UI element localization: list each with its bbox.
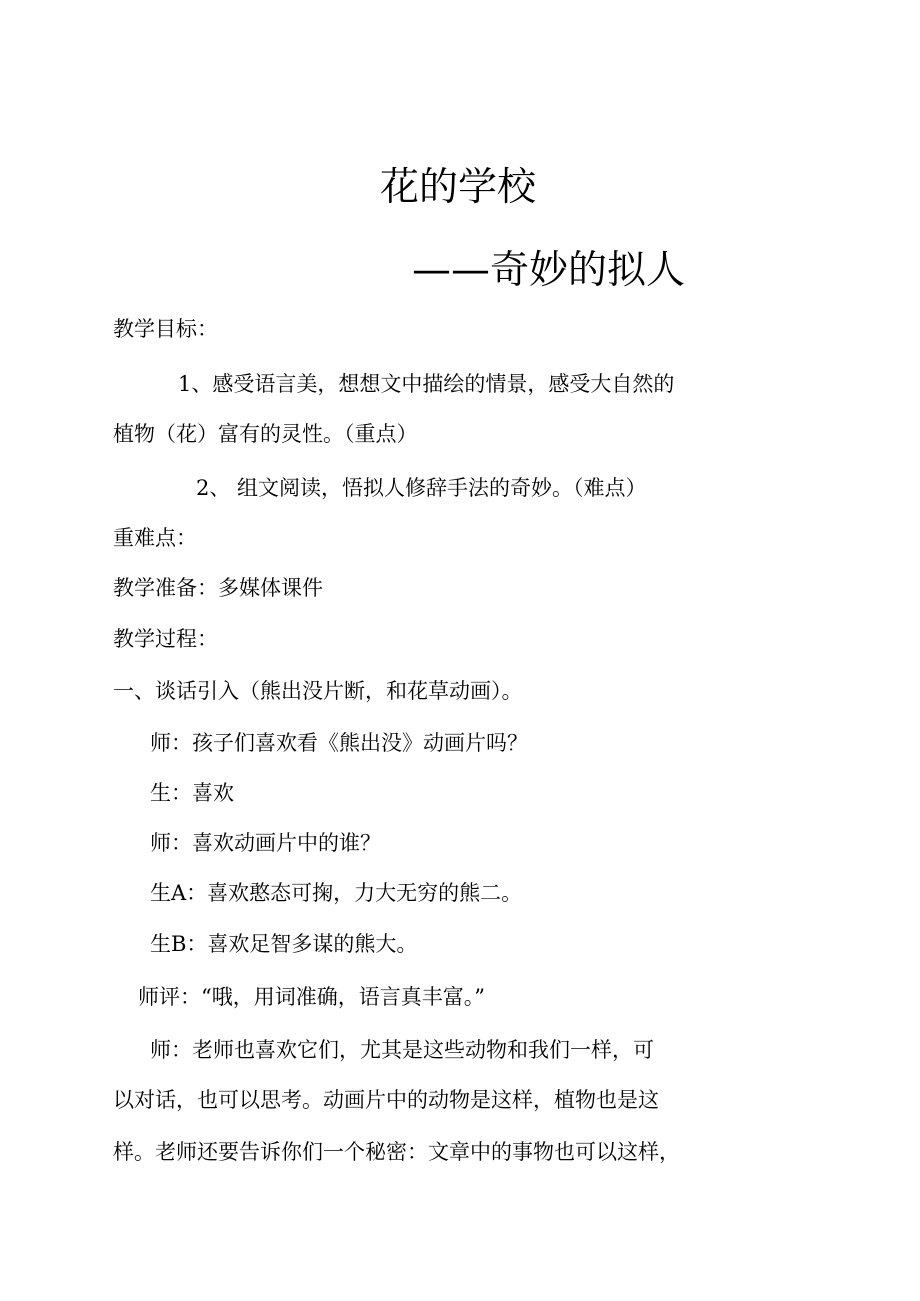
dialogue-line: 师：喜欢动画片中的谁？ [150, 831, 381, 855]
section-1-heading: 一、谈话引入（熊出没片断，和花草动画）。 [113, 679, 523, 703]
closing-paragraph-line-1: 师：老师也喜欢它们，尤其是这些动物和我们一样，可 [150, 1038, 654, 1062]
process-heading: 教学过程： [113, 627, 218, 651]
document-subtitle: ——奇妙的拟人 [412, 248, 686, 293]
objective-2: 2、 组文阅读，悟拟人修辞手法的奇妙。（难点） [196, 476, 647, 500]
dialogue-line: 生：喜欢 [150, 781, 234, 805]
objective-1-line-2: 植物（花）富有的灵性。（重点） [113, 422, 418, 446]
objectives-heading: 教学目标： [113, 317, 218, 341]
teacher-comment: 师评：“哦，用词准确，语言真丰富。” [138, 985, 485, 1009]
objective-1-line-1: 1、感受语言美，想想文中描绘的情景，感受大自然的 [178, 372, 675, 396]
key-points-heading: 重难点： [113, 526, 197, 550]
closing-paragraph-line-2: 以对话，也可以思考。动画片中的动物是这样，植物也是这 [113, 1088, 659, 1112]
document-title: 花的学校 [380, 165, 537, 210]
preparation-line: 教学准备：多媒体课件 [113, 576, 323, 600]
dialogue-line: 生A：喜欢憨态可掬，力大无穷的熊二。 [150, 881, 523, 905]
closing-paragraph-line-3: 样。老师还要告诉你们一个秘密：文章中的事物也可以这样， [113, 1140, 680, 1164]
dialogue-line: 生B：喜欢足智多谋的熊大。 [150, 932, 418, 956]
dialogue-line: 师：孩子们喜欢看《熊出没》动画片吗？ [150, 731, 528, 755]
